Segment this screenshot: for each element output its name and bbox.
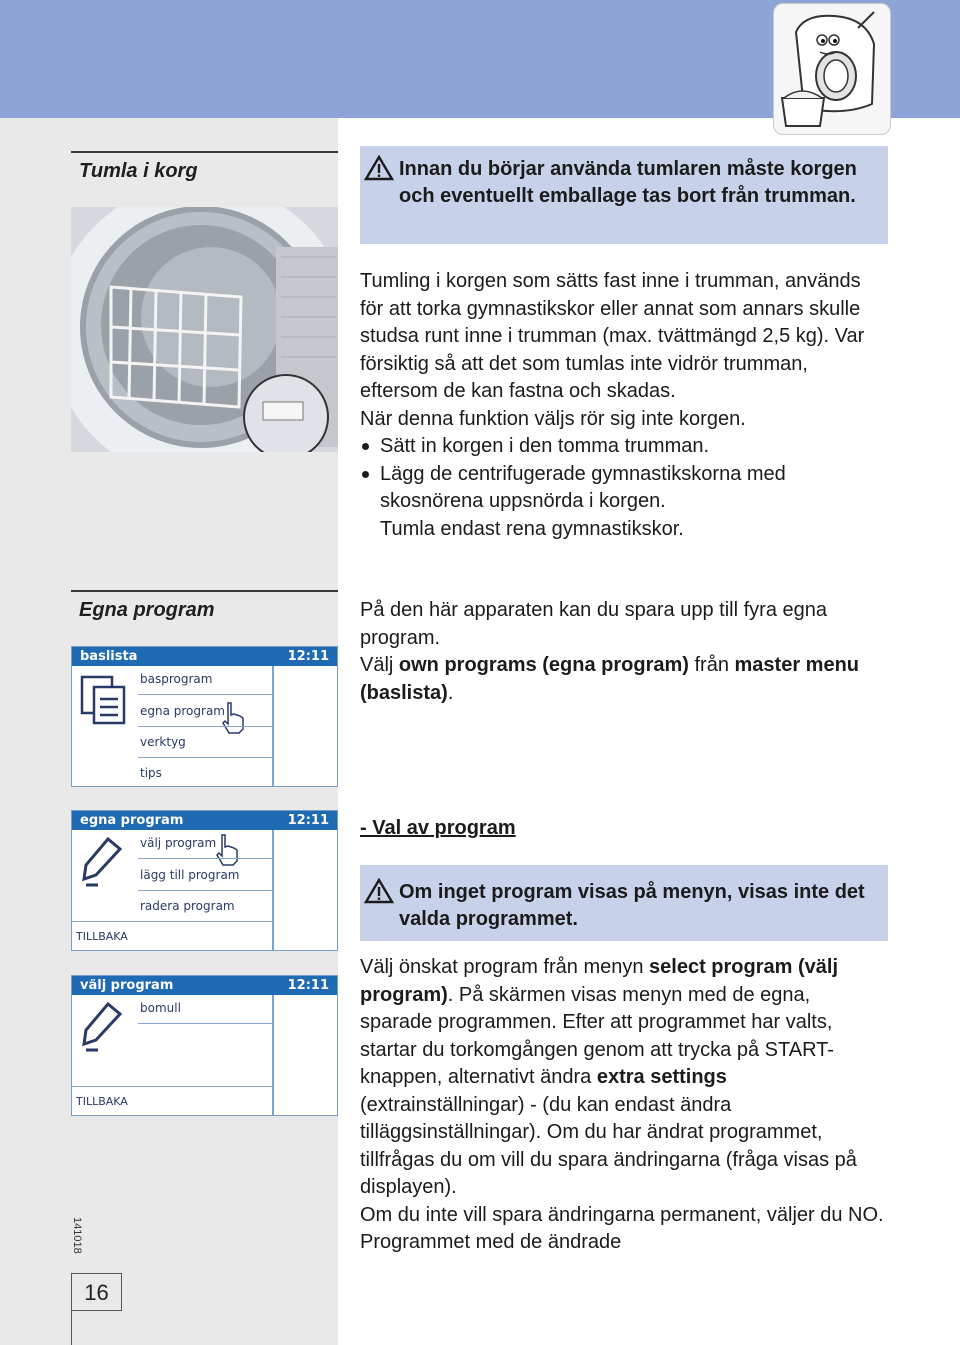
section-title-tumla: Tumla i korg [79,160,198,182]
own-programs-text [360,597,888,707]
bullet-continuation: Tumla endast rena gymnastikskor. [380,517,684,540]
bullet-item: Lägg de centrifugerade gymnastikskorna med skosnörena uppsnörda i korgen. [360,461,888,516]
document-icon [80,675,128,727]
warning-triangle-icon [364,878,394,912]
paragraph: På den här apparaten kan du spara upp till fyra egna program. [360,599,827,649]
section-rule [71,590,338,592]
warning-triangle-icon [364,155,394,189]
paragraph: Tumling i korgen som sätts fast inne i trumman, används för att torka gymnastikskor eller annat som annars skulle studsa runt inne i trumman (max. tvättmängd 2,5 kg). Var försiktig så att det som tumlas inte vidrör trumman, eftersom de kan fastna och skadas. [360,270,865,402]
display-screen-valj-program [71,975,338,1116]
back-button[interactable]: TILLBAKA [76,1095,128,1108]
screen-title: baslista [80,649,138,664]
page-number: 16 [71,1273,122,1311]
page-number-rule [71,1311,72,1345]
menu-item-valj-program[interactable]: välj program [140,836,217,850]
pencil-icon [80,835,124,891]
menu-item-egna-program[interactable]: egna program [140,704,225,718]
drum-basket-photo [71,207,338,452]
menu-item-lagg-till-program[interactable]: lägg till program [140,868,240,882]
document-number: 141018 [71,1217,83,1254]
screen-time: 12:11 [287,813,329,828]
paragraph: Välj önskat program från menyn select program (välj program). På skärmen visas menyn med de egna, sparade programmen. Efter att programmet har valts, startar du torkomgången genom att trycka på START-knappen, alternativt ändra extra settings (extrainställningar) - (du kan endast ändra tilläggsinställningar). Om du har ändrat programmet, tillfrågas du om vill du spara ändringarna (fråga visas på displayen). [360,956,857,1198]
display-screen-egna-program [71,810,338,951]
bullet-item: Sätt in korgen i den tomma trumman. [360,433,888,461]
dryer-mascot-illustration [773,3,891,135]
screen-time: 12:11 [287,649,329,664]
section-rule [71,151,338,153]
screen-time: 12:11 [287,978,329,993]
warning-notice-remove-basket [360,146,888,244]
screen-title-bar [72,976,337,995]
pointing-hand-icon [214,833,240,867]
section-title-egna: Egna program [79,599,215,621]
screen-title: egna program [80,813,184,828]
subsection-heading: - Val av program [360,817,516,839]
select-program-text [360,954,888,1257]
warning-notice-no-program [360,865,888,941]
menu-item-tips[interactable]: tips [140,766,162,780]
back-button[interactable]: TILLBAKA [76,930,128,943]
paragraph: Om du inte vill spara ändringarna permanent, väljer du NO. Programmet med de ändrade [360,1203,884,1253]
paragraph: Välj own programs (egna program) från master menu (baslista). [360,654,860,704]
menu-item-verktyg[interactable]: verktyg [140,735,186,749]
menu-item-radera-program[interactable]: radera program [140,899,235,913]
tumble-instructions [360,268,888,543]
paragraph: När denna funktion väljs rör sig inte korgen. [360,407,746,430]
screen-title: välj program [80,978,174,993]
notice-text: Om inget program visas på menyn, visas inte det valda programmet. [399,881,865,930]
display-screen-baslista [71,646,338,787]
notice-text: Innan du börjar använda tumlaren måste korgen och eventuellt emballage tas bort från trumman. [399,158,857,207]
pointing-hand-icon [220,701,246,735]
menu-item-basprogram[interactable]: basprogram [140,672,213,686]
screen-title-bar [72,647,337,666]
screen-title-bar [72,811,337,830]
menu-item-bomull[interactable]: bomull [140,1001,181,1015]
pencil-icon [80,1000,124,1056]
